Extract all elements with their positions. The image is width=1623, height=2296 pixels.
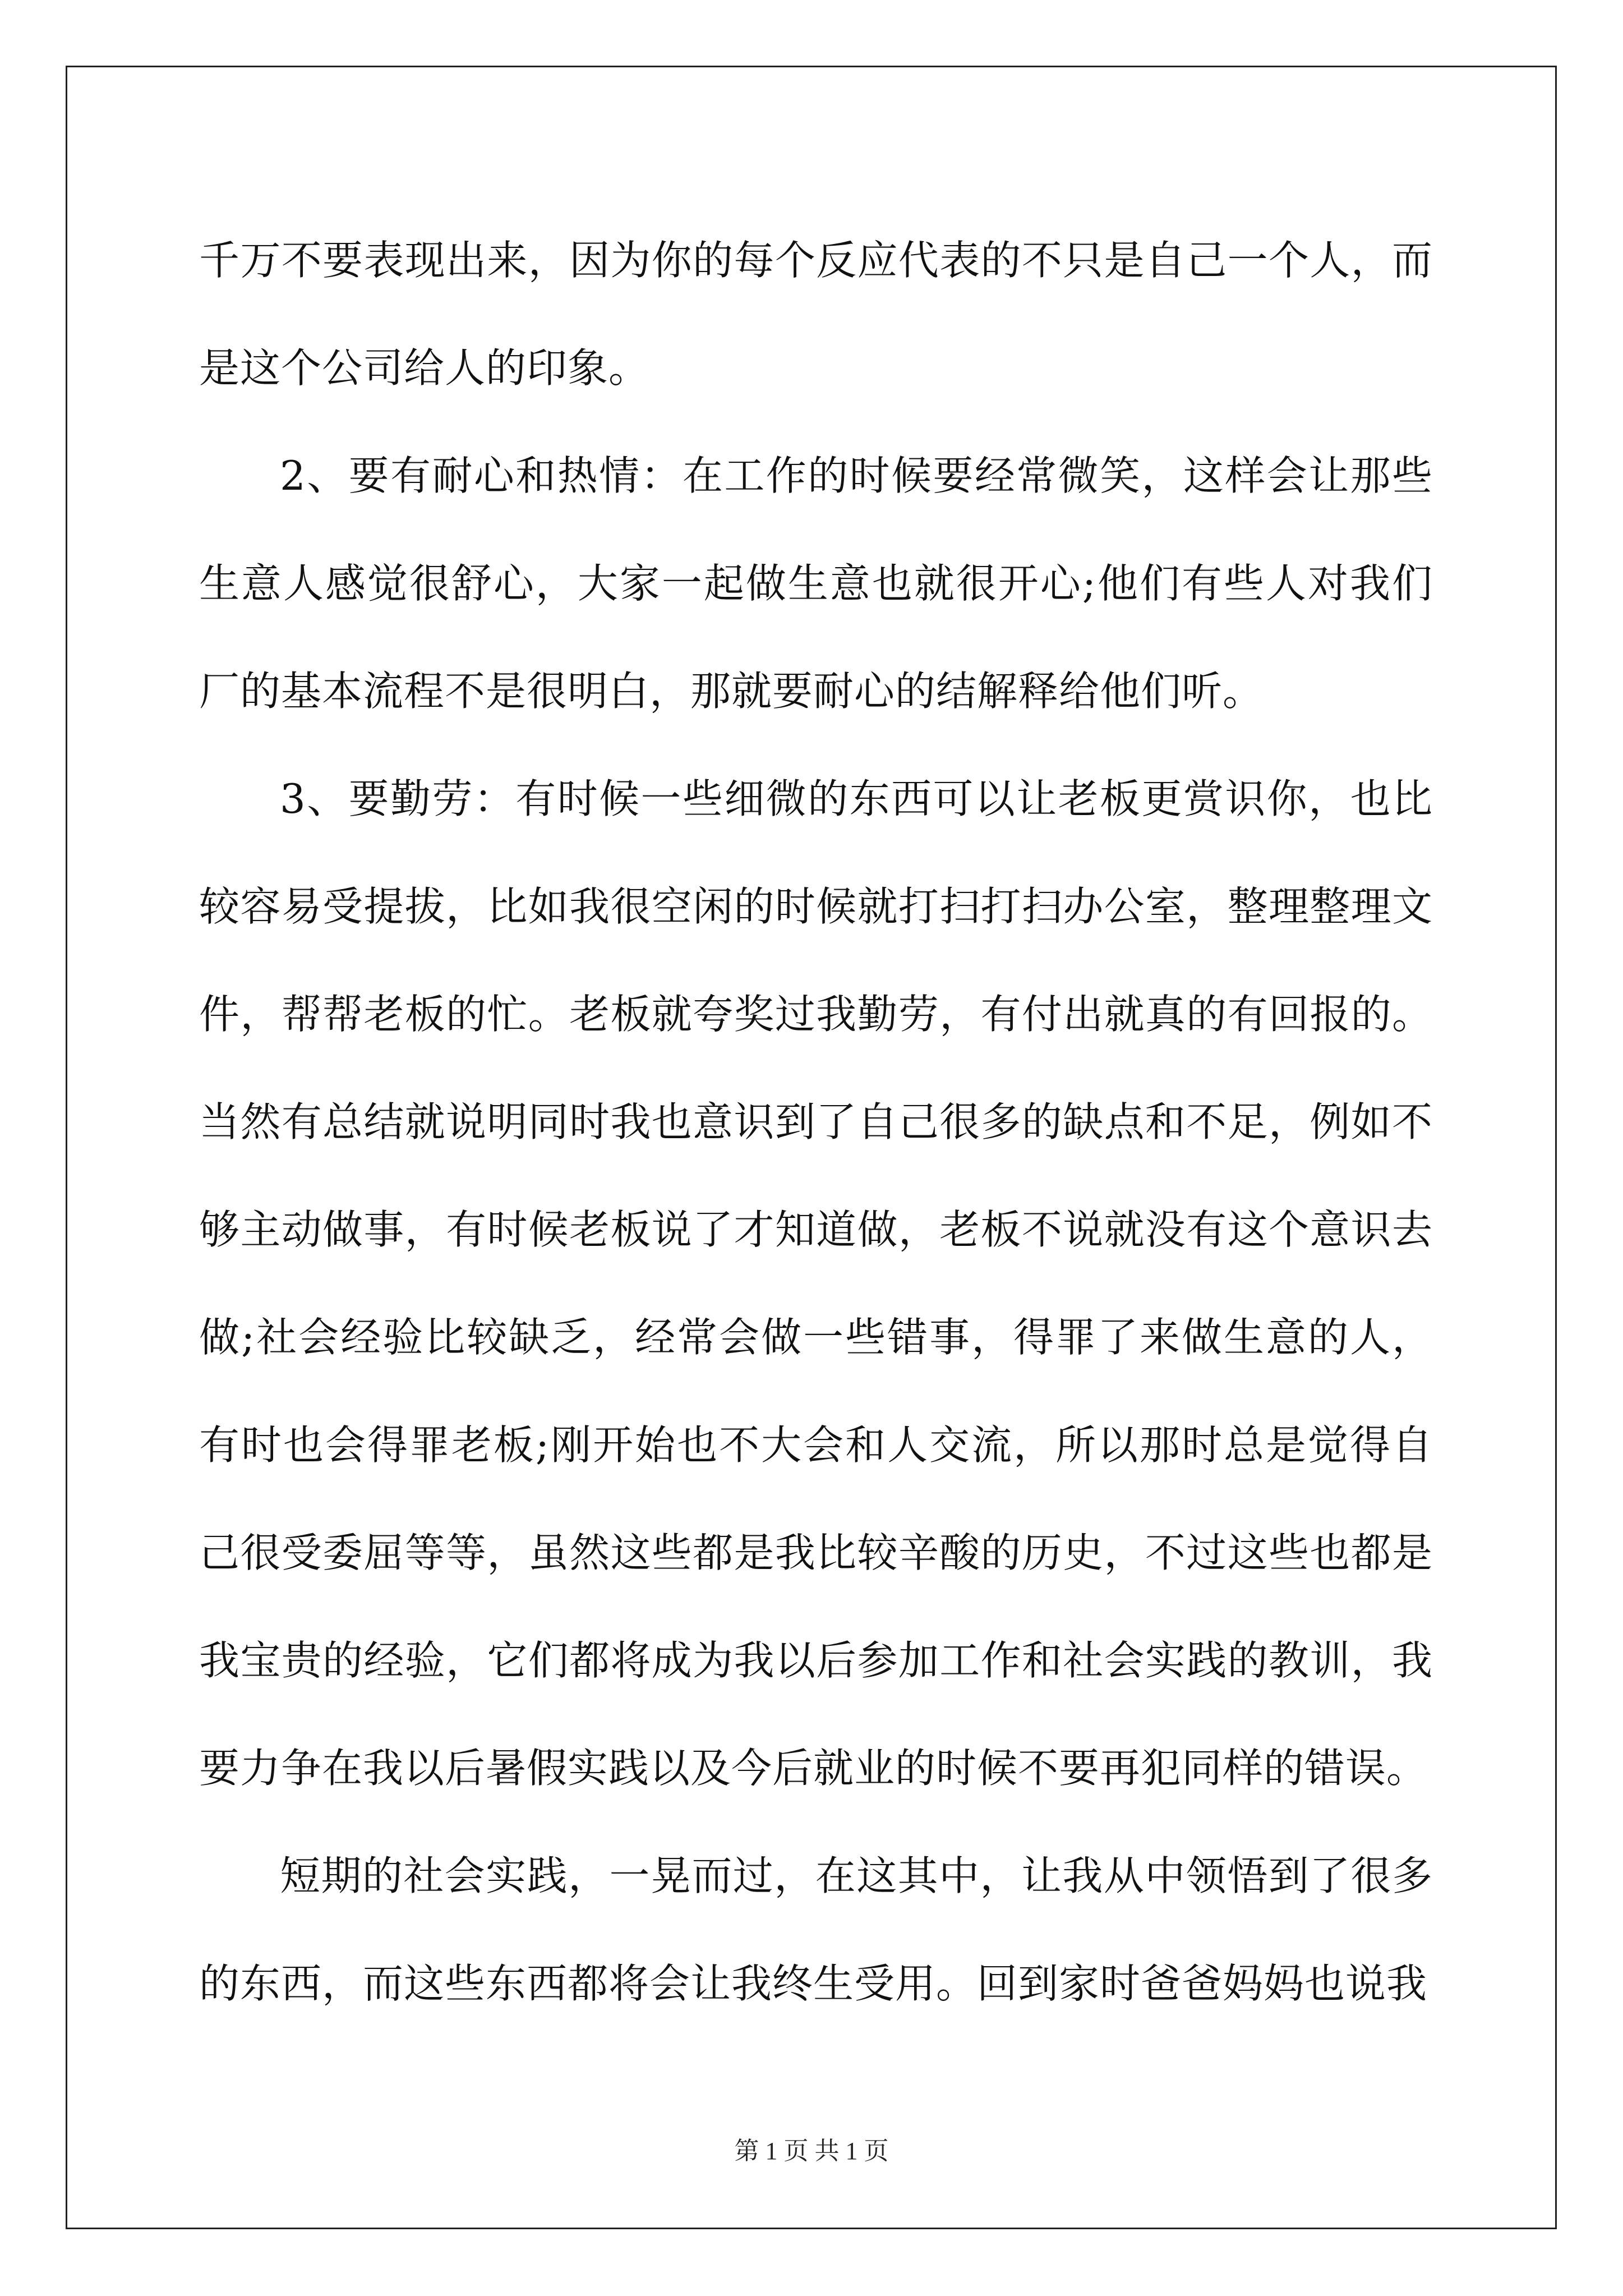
page-number-footer: 第 1 页 共 1 页 (734, 2137, 889, 2165)
paragraph-4: 短期的社会实践，一晃而过，在这其中，让我从中领悟到了很多的东西，而这些东西都将会让我终生受用。回到家时爸爸妈妈也说我 (199, 1852, 1433, 2007)
paragraph-1: 千万不要表现出来，因为你的每个反应代表的不只是自己一个人，而是这个公司给人的印象。 (199, 237, 1433, 392)
document-body (199, 206, 1433, 2037)
paragraph-2: 2、要有耐心和热情：在工作的时候要经常微笑，这样会让那些生意人感觉很舒心，大家一起做生意也就很开心;他们有些人对我们厂的基本流程不是很明白，那就要耐心的结解释给他们听。 (199, 452, 1433, 715)
paragraph-3: 3、要勤劳：有时候一些细微的东西可以让老板更赏识你，也比较容易受提拔，比如我很空闲的时候就打扫打扫办公室，整理整理文件，帮帮老板的忙。老板就夸奖过我勤劳，有付出就真的有回报的。当然有总结就说明同时我也意识到了自己很多的缺点和不足，例如不够主动做事，有时候老板说了才知道做，老板不说就没有这个意识去做;社会经验比较缺乏，经常会做一些错事，得罪了来做生意的人，有时也会得罪老板;刚开始也不大会和人交流，所以那时总是觉得自己很受委屈等等，虽然这些都是我比较辛酸的历史，不过这些也都是我宝贵的经验，它们都将成为我以后参加工作和社会实践的教训，我要力争在我以后暑假实践以及今后就业的时候不要再犯同样的错误。 (199, 775, 1433, 1792)
